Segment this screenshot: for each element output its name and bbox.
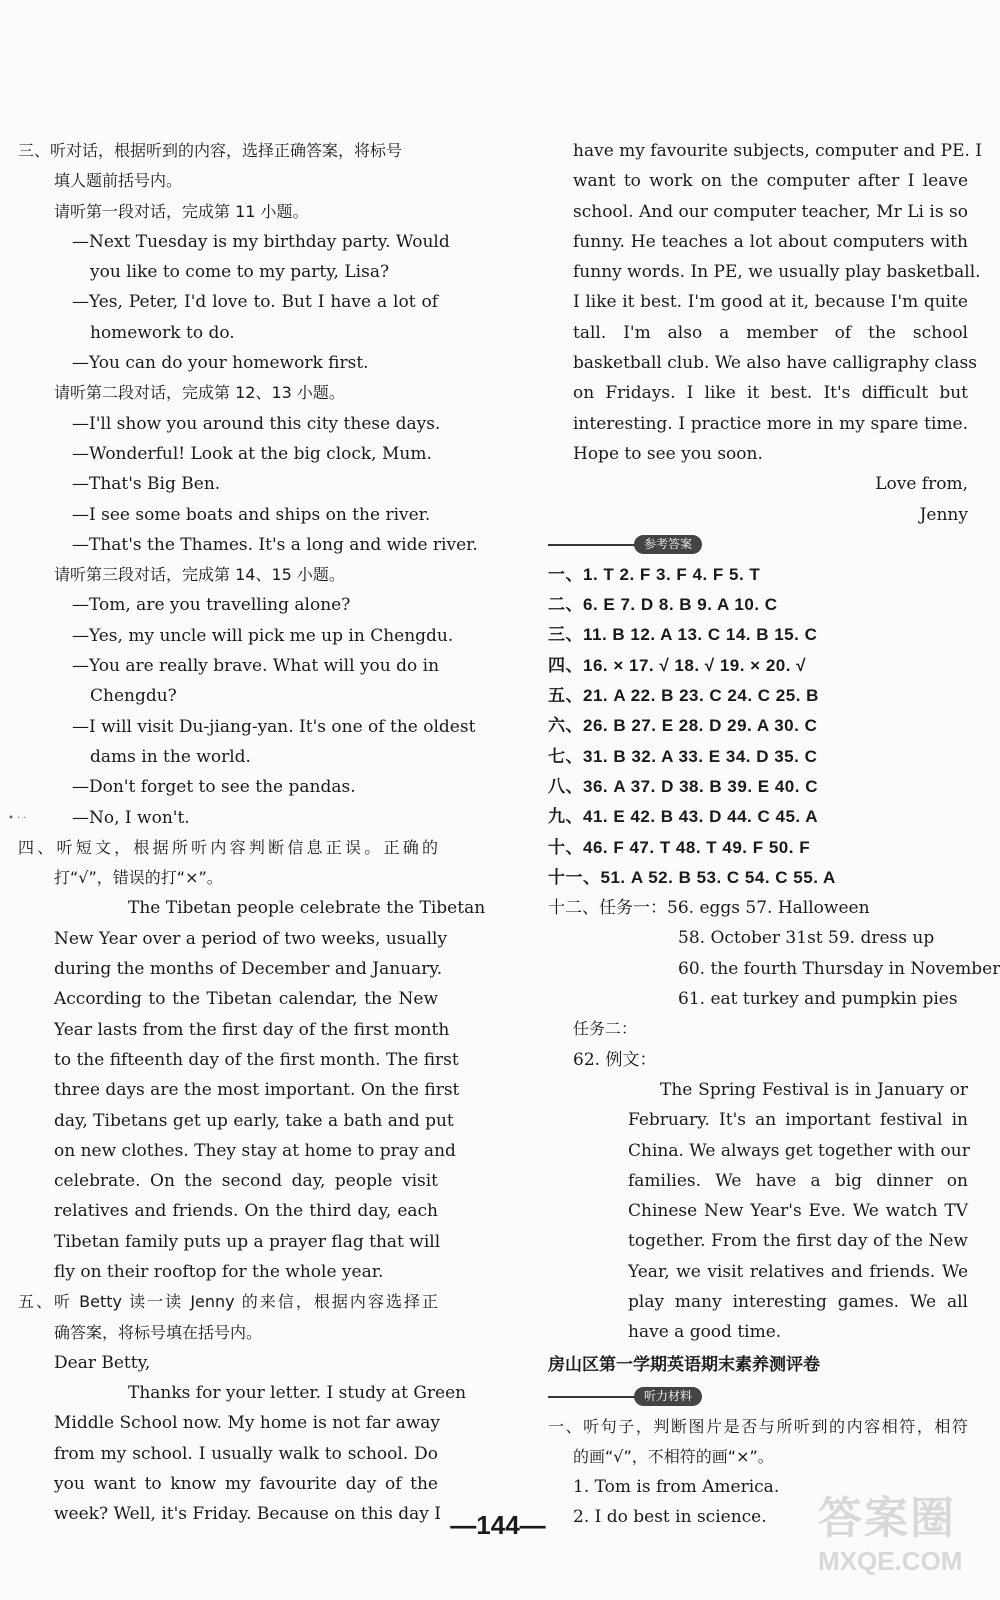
listening-banner-label: 听力材料 [634, 1387, 702, 1406]
text-line: tall. I'm also a member of the school [573, 322, 968, 343]
text-line: 三、听对话，根据听到的内容，选择正确答案，将标号 [18, 141, 403, 160]
text-line: families. We have a big dinner on [628, 1170, 968, 1191]
text-line: play many interesting games. We all [628, 1291, 968, 1312]
text-line: —Tom, are you travelling alone? [72, 595, 351, 616]
text-line: I like it best. I'm good at it, because I'm quite [573, 292, 968, 313]
answer-key [548, 560, 1000, 1348]
text-line: Year lasts from the first day of the first month [54, 1019, 450, 1040]
left-column [18, 136, 486, 1530]
text-line: during the months of December and January. [54, 959, 443, 980]
text-line: 十一、51. A 52. B 53. C 54. C 55. A [548, 867, 836, 887]
text-line: Chengdu? [90, 686, 177, 707]
text-line: relatives and friends. On the third day, each [54, 1201, 438, 1222]
text-line: funny words. In PE, we usually play basketball. [573, 262, 981, 283]
text-line: on new clothes. They stay at home to pray and [54, 1140, 456, 1161]
text-line: Year, we visit relatives and friends. We [628, 1261, 968, 1282]
text-line: Thanks for your letter. I study at Green [128, 1383, 467, 1404]
text-line: 五、21. A 22. B 23. C 24. C 25. B [548, 686, 819, 706]
right-column [548, 136, 1000, 1533]
text-line: 四、听短文，根据所听内容判断信息正误。正确的 [18, 837, 438, 857]
text-line: —Wonderful! Look at the big clock, Mum. [72, 443, 432, 464]
listening-banner [548, 1382, 968, 1412]
section-title: 房山区第一学期英语期末素养测评卷 [548, 1354, 820, 1375]
text-line: 60. the fourth Thursday in November [678, 958, 1000, 979]
text-line: 请听第三段对话，完成第 14、15 小题。 [54, 565, 345, 585]
text-line: —Yes, Peter, I'd love to. But I have a lot of [72, 292, 438, 313]
text-line: Chinese New Year's Eve. We watch TV [628, 1201, 968, 1222]
text-line: interesting. I practice more in my spare time. [573, 413, 968, 434]
banner-rule [548, 1396, 636, 1398]
text-line: —I'll show you around this city these days. [72, 413, 441, 434]
text-line: week? Well, it's Friday. Because on this day I [54, 1504, 441, 1525]
text-line: 58. October 31st 59. dress up [678, 928, 935, 949]
text-line: Dear Betty, [54, 1352, 151, 1373]
text-line: New Year over a period of two weeks, usually [54, 928, 448, 949]
text-line: 打“√”，错误的打“×”。 [54, 868, 223, 888]
text-line: school. And our computer teacher, Mr Li is so [573, 201, 968, 222]
text-line: February. It's an important festival in [628, 1110, 968, 1131]
text-line: basketball club. We also have calligraphy class [573, 353, 977, 374]
banner-rule [548, 544, 636, 546]
text-line: 一、1. T 2. F 3. F 4. F 5. T [548, 564, 761, 584]
text-line: Love from, [875, 474, 968, 495]
text-line: 三、11. B 12. A 13. C 14. B 15. C [548, 625, 818, 645]
text-line: celebrate. On the second day, people visit [54, 1171, 438, 1192]
text-line: —I see some boats and ships on the river. [72, 504, 431, 525]
text-line: —I will visit Du-jiang-yan. It's one of the oldest [72, 716, 476, 737]
answers-banner-label: 参考答案 [634, 535, 702, 554]
text-line: 八、36. A 37. D 38. B 39. E 40. C [548, 776, 818, 796]
text-line: homework to do. [90, 322, 235, 343]
text-line: dams in the world. [90, 746, 251, 767]
text-line: 2. I do best in science. [573, 1507, 767, 1528]
text-line: from my school. I usually walk to school. Do [54, 1443, 438, 1464]
text-line: 确答案，将标号填在括号内。 [54, 1322, 263, 1342]
text-line: The Tibetan people celebrate the Tibetan [128, 898, 486, 919]
text-line: 填人题前括号内。 [54, 171, 183, 191]
text-line: to the fifteenth day of the first month. The first [54, 1049, 459, 1070]
answers-banner [548, 530, 968, 560]
text-line: —Yes, my uncle will pick me up in Chengdu. [72, 625, 454, 646]
text-line: three days are the most important. On the first [54, 1080, 460, 1101]
text-line: fly on their rooftop for the whole year. [54, 1261, 384, 1282]
text-line: 61. eat turkey and pumpkin pies [678, 989, 958, 1010]
letter-continuation [548, 136, 982, 530]
text-line: you want to know my favourite day of the [54, 1474, 438, 1495]
watermark-logo [818, 1482, 978, 1592]
text-line: you like to come to my party, Lisa? [90, 262, 390, 283]
margin-mark: • · · [8, 813, 27, 824]
text-line: —No, I won't. [72, 807, 190, 828]
text-line: 二、6. E 7. D 8. B 9. A 10. C [548, 595, 778, 615]
text-line: According to the Tibetan calendar, the New [54, 989, 438, 1010]
text-line: —You are really brave. What will you do in [72, 656, 440, 677]
text-line: funny. He teaches a lot about computers with [573, 231, 968, 252]
text-line: want to work on the computer after I leave [573, 171, 968, 192]
text-line: 十、46. F 47. T 48. T 49. F 50. F [548, 837, 811, 857]
text-line: 一、听句子，判断图片是否与所听到的内容相符，相符 [548, 1416, 968, 1436]
text-line: 四、16. × 17. √ 18. √ 19. × 20. √ [548, 655, 807, 675]
watermark-small: MXQE.COM [818, 1546, 963, 1576]
text-line: 九、41. E 42. B 43. D 44. C 45. A [548, 807, 818, 827]
text-line: China. We always get together with our [628, 1140, 970, 1161]
text-line: Middle School now. My home is not far away [54, 1413, 441, 1434]
text-line: 请听第二段对话，完成第 12、13 小题。 [54, 383, 345, 403]
text-line: Jenny [919, 504, 968, 525]
text-line: have my favourite subjects, computer and PE. I [573, 141, 982, 161]
text-line: 十二、任务一：56. eggs 57. Halloween [548, 898, 870, 919]
text-line: have a good time. [628, 1322, 782, 1343]
text-line: 1. Tom is from America. [573, 1477, 780, 1498]
text-line: together. From the first day of the New [628, 1231, 968, 1252]
page-number: —144— [450, 1510, 546, 1540]
text-line: —Next Tuesday is my birthday party. Would [72, 231, 450, 252]
text-line: 的画“√”，不相符的画“×”。 [573, 1446, 774, 1466]
text-line: Tibetan family puts up a prayer flag that will [54, 1231, 441, 1252]
text-line: —You can do your homework first. [72, 353, 369, 374]
text-line: —Don't forget to see the pandas. [72, 777, 356, 798]
text-line: 任务二： [573, 1019, 638, 1039]
text-line: The Spring Festival is in January or [660, 1079, 968, 1100]
text-line: on Fridays. I like it best. It's difficult but [573, 383, 968, 404]
text-line: —That's the Thames. It's a long and wide river. [72, 534, 478, 555]
text-line: day, Tibetans get up early, take a bath and put [54, 1110, 454, 1131]
text-line: 七、31. B 32. A 33. E 34. D 35. C [548, 746, 818, 766]
watermark-big: 答案圈 [818, 1493, 956, 1544]
text-line: Hope to see you soon. [573, 443, 763, 464]
text-line: 五、听 Betty 读一读 Jenny 的来信，根据内容选择正 [18, 1292, 438, 1312]
text-line: 62. 例文： [573, 1049, 657, 1070]
text-line: 六、26. B 27. E 28. D 29. A 30. C [548, 716, 818, 736]
text-line: —That's Big Ben. [72, 474, 221, 495]
text-line: 请听第一段对话，完成第 11 小题。 [54, 201, 309, 221]
